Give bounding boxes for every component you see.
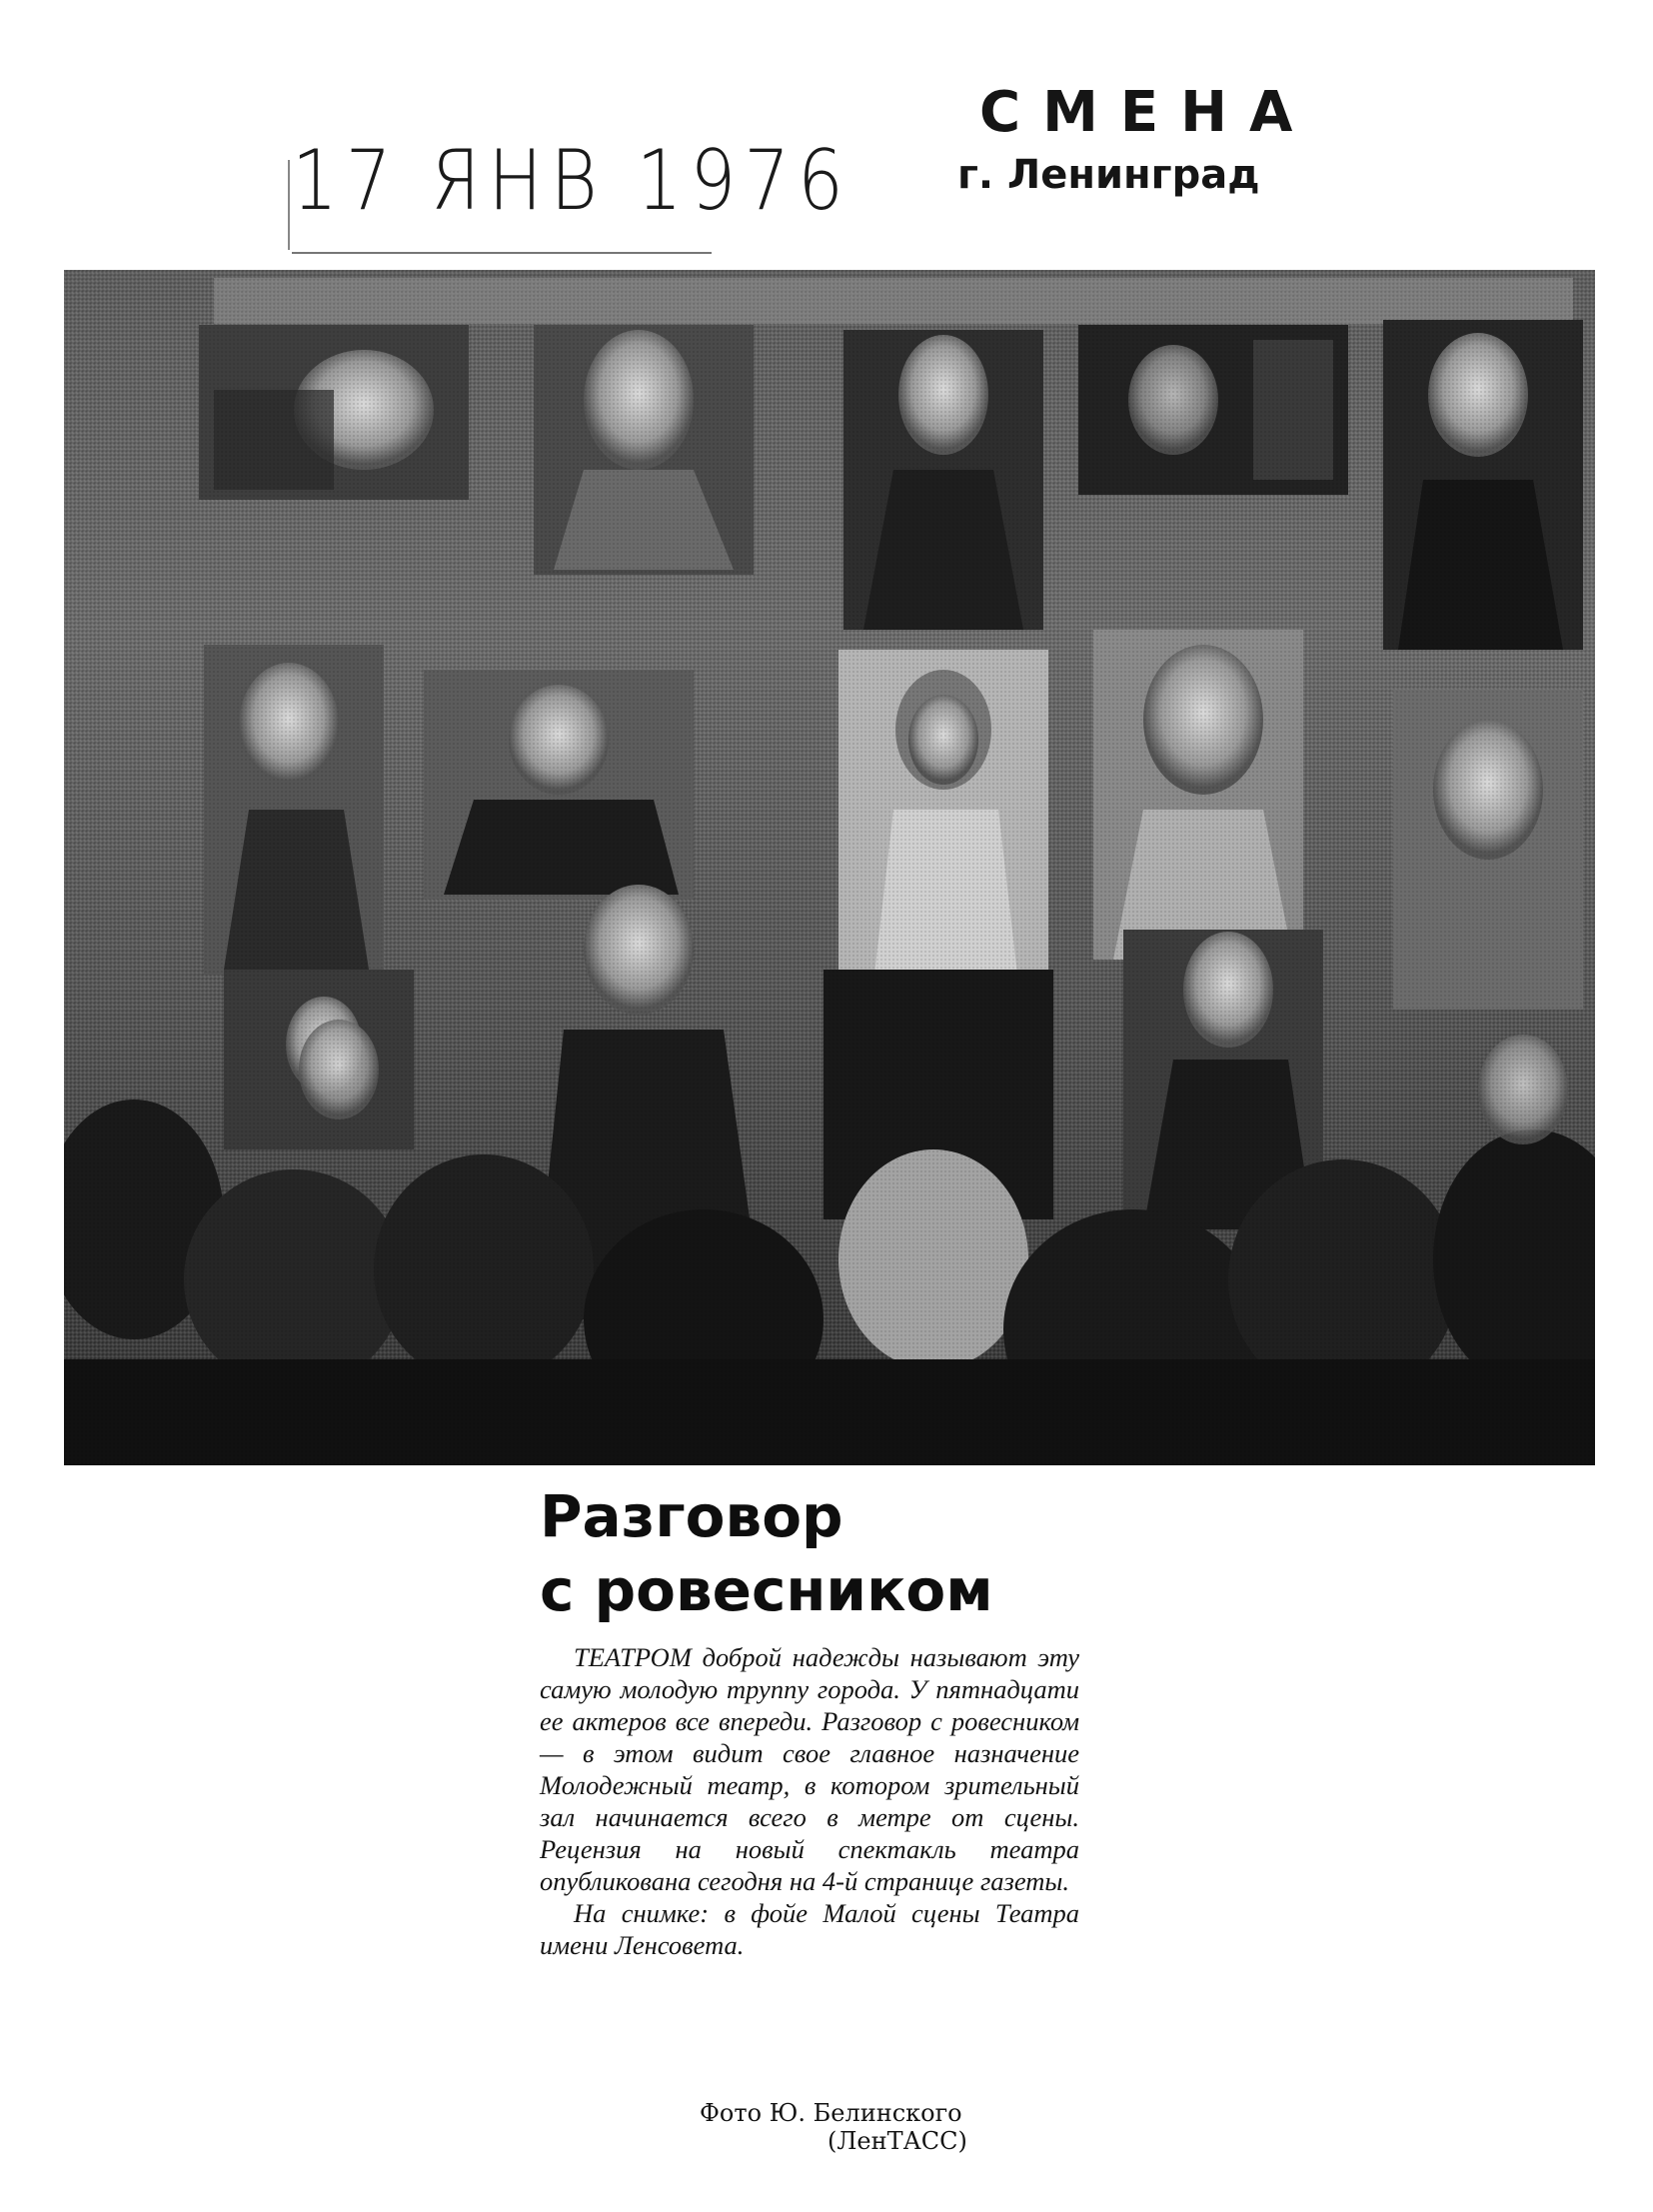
headline-line-2: с ровесником	[540, 1556, 993, 1624]
photo-illustration	[64, 270, 1595, 1465]
photo-credit-agency: (ЛенТАСС)	[827, 2127, 967, 2155]
headline	[540, 1479, 993, 1627]
date-underline	[292, 252, 712, 254]
headline-line-1: Разговор	[540, 1482, 843, 1550]
article-body	[540, 1641, 1079, 1961]
photo-credit-author: Фото Ю. Белинского	[700, 2099, 962, 2127]
newspaper-city: г. Ленинград	[957, 152, 1260, 198]
newspaper-name: СМЕНА	[979, 80, 1315, 145]
date-tick	[288, 160, 290, 250]
article-paragraph: ТЕАТРОМ доброй надежды называют эту самую молодую труппу города. У пятнадцати ее актеров все впереди. Разговор с ровесником — в этом видит свое главное назначение Молодежный театр, в котором зрительный зал начинается всего в метре от сцены. Рецензия на новый спектакль театра опубликована сегодня на 4-й странице газеты.	[540, 1642, 1079, 1896]
photo-credit	[700, 2099, 1089, 2155]
photo-caption: На снимке: в фойе Малой сцены Театра имени Ленсовета.	[540, 1898, 1079, 1960]
photo-theatre-foyer	[64, 270, 1595, 1465]
date-stamp: 17 ЯНВ 1976	[292, 132, 851, 229]
